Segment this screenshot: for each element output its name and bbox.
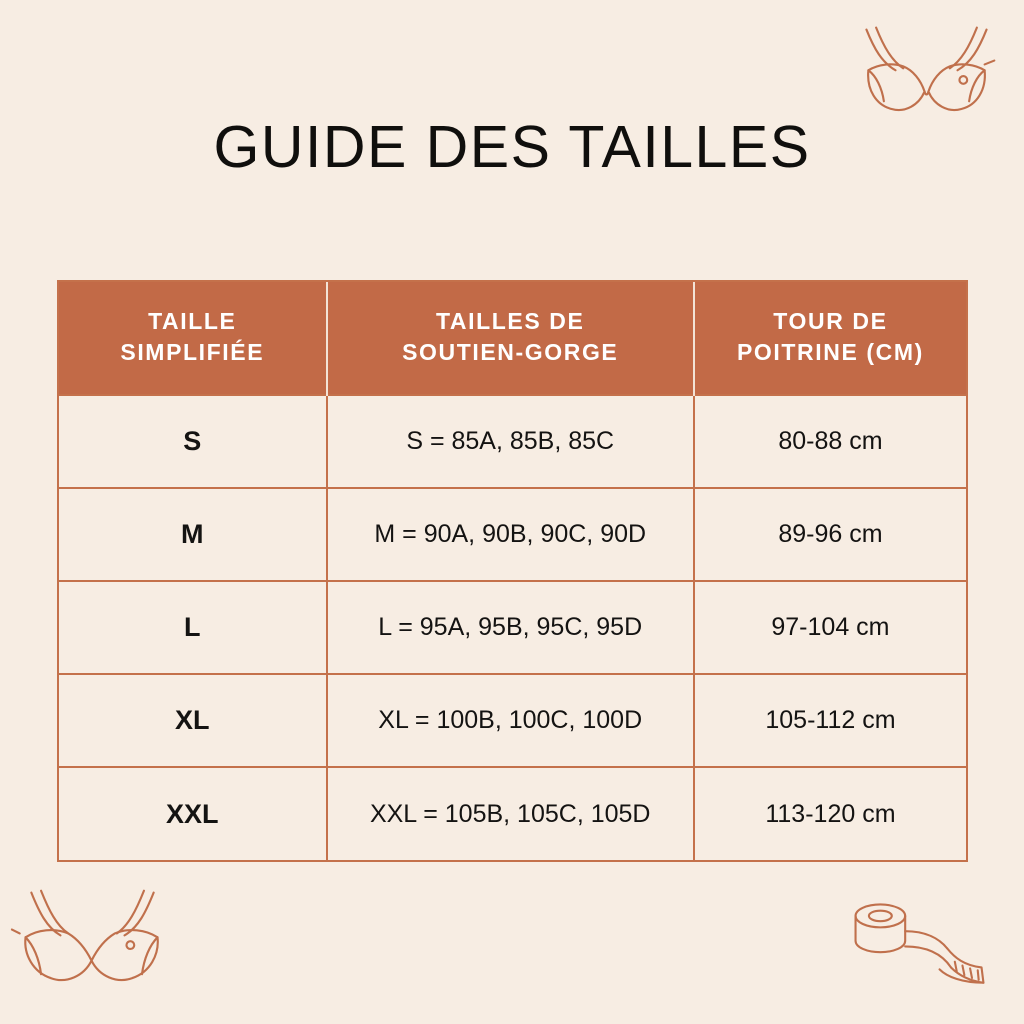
table-header-row: [59, 282, 966, 395]
bra-icon: [849, 18, 1004, 138]
cell-simplified-size: XXL: [59, 767, 327, 860]
column-header-line-1: TAILLES DE: [435, 308, 585, 334]
cell-bust-measure: 105-112 cm: [694, 674, 966, 767]
column-header-line-1: TAILLE: [148, 308, 237, 334]
column-header-line-2: SIMPLIFIÉE: [120, 339, 265, 366]
size-table-container: [57, 280, 968, 862]
cell-bra-sizes: M = 90A, 90B, 90C, 90D: [327, 488, 694, 581]
table-row: [59, 767, 966, 860]
column-header-line-2: POITRINE (CM): [736, 339, 924, 366]
column-header-simplified-size: [59, 282, 327, 395]
page-title: GUIDE DES TAILLES: [213, 114, 811, 180]
cell-bra-sizes: XL = 100B, 100C, 100D: [327, 674, 694, 767]
measuring-tape-icon: [847, 893, 992, 998]
size-table: [59, 282, 966, 860]
table-body: [59, 395, 966, 860]
table-row: [59, 395, 966, 488]
table-header: [59, 282, 966, 395]
table-row: [59, 581, 966, 674]
cell-bra-sizes: S = 85A, 85B, 85C: [327, 395, 694, 488]
table-row: [59, 488, 966, 581]
cell-bra-sizes: XXL = 105B, 105C, 105D: [327, 767, 694, 860]
table-row: [59, 674, 966, 767]
column-header-line-1: TOUR DE: [773, 308, 888, 334]
column-header-bust-measure: [694, 282, 966, 395]
cell-bust-measure: 89-96 cm: [694, 488, 966, 581]
cell-simplified-size: XL: [59, 674, 327, 767]
column-header-bra-sizes: [327, 282, 694, 395]
column-header-line-2: SOUTIEN-GORGE: [402, 339, 619, 366]
cell-simplified-size: M: [59, 488, 327, 581]
bra-icon: [10, 885, 175, 1010]
cell-bust-measure: 80-88 cm: [694, 395, 966, 488]
cell-bust-measure: 97-104 cm: [694, 581, 966, 674]
cell-bust-measure: 113-120 cm: [694, 767, 966, 860]
cell-simplified-size: S: [59, 395, 327, 488]
cell-bra-sizes: L = 95A, 95B, 95C, 95D: [327, 581, 694, 674]
cell-simplified-size: L: [59, 581, 327, 674]
